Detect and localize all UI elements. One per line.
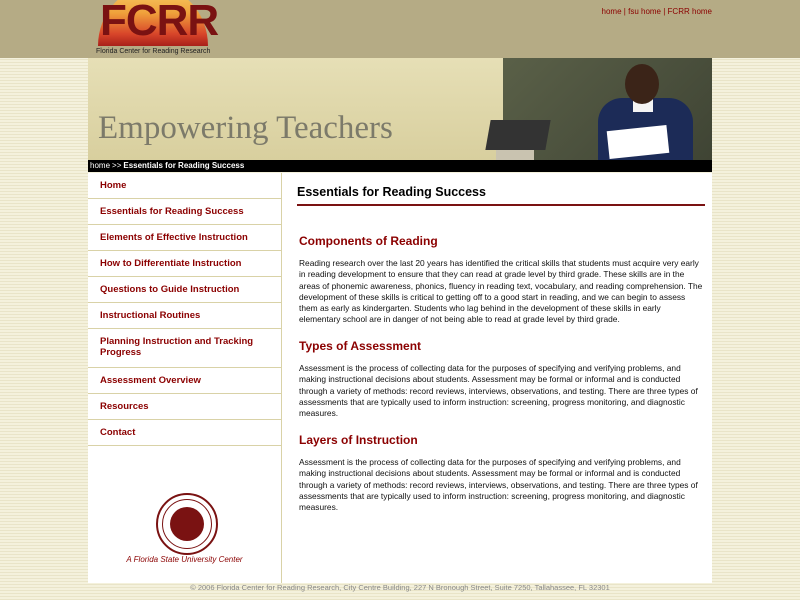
section-heading: Layers of Instruction bbox=[299, 433, 418, 447]
logo-letters: FCRR bbox=[100, 0, 219, 45]
sidebar-item-contact[interactable]: Contact bbox=[88, 420, 281, 446]
sidebar-item-home[interactable]: Home bbox=[88, 173, 281, 199]
title-divider bbox=[297, 204, 705, 206]
section-heading: Types of Assessment bbox=[299, 339, 422, 353]
footer bbox=[88, 583, 712, 600]
link-home[interactable]: home bbox=[601, 7, 622, 16]
footer-address: © 2006 Florida Center for Reading Research, City Centre Building, 227 N Bronough Street, Suite 7250, Tallahassee, FL 32301 bbox=[190, 583, 610, 592]
breadcrumb-current: Essentials for Reading Success bbox=[123, 161, 245, 170]
section-heading: Components of Reading bbox=[299, 234, 438, 248]
breadcrumb-home[interactable]: home bbox=[90, 161, 111, 170]
link-fcrr-home[interactable]: FCRR home bbox=[667, 7, 712, 16]
section-body: Assessment is the process of collecting data for the purposes of specifying and verifying problems, and making instructional decisions about students. Assessment may be formal or informal and is conducted through a variety of methods: record reviews, interviews, observations, and testing. There are three types of assessments that are typically used to inform instruction: screening, progress monitoring, and diagnostic measures. bbox=[299, 363, 698, 419]
fsu-seal-icon[interactable] bbox=[156, 493, 218, 555]
sidebar-item-questions[interactable]: Questions to Guide Instruction bbox=[88, 277, 281, 303]
main-content bbox=[282, 173, 712, 583]
sidebar-item-elements[interactable]: Elements of Effective Instruction bbox=[88, 225, 281, 251]
breadcrumb-arrow: >> bbox=[112, 161, 122, 170]
section-types bbox=[299, 339, 704, 419]
seal-center bbox=[170, 507, 204, 541]
hero-banner bbox=[88, 58, 712, 160]
sidebar-item-differentiate[interactable]: How to Differentiate Instruction bbox=[88, 251, 281, 277]
section-components bbox=[299, 234, 704, 326]
fsu-caption: A Florida State University Center bbox=[126, 555, 243, 564]
link-separator: | bbox=[623, 7, 626, 16]
teacher-head bbox=[625, 64, 659, 104]
sidebar-item-planning[interactable]: Planning Instruction and Tracking Progress bbox=[88, 329, 281, 368]
sidebar-item-resources[interactable]: Resources bbox=[88, 394, 281, 420]
fcrr-logo[interactable] bbox=[96, 0, 219, 58]
banner-title: Empowering Teachers bbox=[98, 110, 393, 146]
link-separator: | bbox=[663, 7, 666, 16]
breadcrumb bbox=[88, 160, 712, 172]
sidebar-nav bbox=[88, 173, 281, 446]
logo-tagline: Florida Center for Reading Research bbox=[96, 48, 211, 55]
section-body: Reading research over the last 20 years has identified the critical skills that students must acquire very early in reading development to ensure that they can read at grade level by third grade. These skills are in the areas of phonemic awareness, phonics, fluency in reading text, vocabulary, and reading comprehension. The development of these skills is critical to getting off to a good start in reading, and we can begin to assess them as early as kindergarten. Students who lag behind in the development of these skills in early elementary school are in danger of not being able to read at grade level by third grade. bbox=[299, 258, 703, 325]
top-links bbox=[602, 7, 712, 16]
section-layers bbox=[299, 433, 704, 513]
page-title: Essentials for Reading Success bbox=[297, 185, 486, 199]
sidebar bbox=[88, 173, 282, 583]
link-fsu-home[interactable]: fsu home bbox=[628, 7, 661, 16]
section-body: Assessment is the process of collecting data for the purposes of specifying and verifying problems, and making instructional decisions about students. Assessment may be formal or informal and is conducted through a variety of methods: record reviews, interviews, observations, and testing. There are three types of assessments that are typically used to inform instruction: screening, progress monitoring, and diagnostic measures. bbox=[299, 457, 698, 513]
laptop-image bbox=[485, 120, 550, 150]
sidebar-item-essentials[interactable]: Essentials for Reading Success bbox=[88, 199, 281, 225]
sidebar-item-routines[interactable]: Instructional Routines bbox=[88, 303, 281, 329]
sidebar-item-assessment[interactable]: Assessment Overview bbox=[88, 368, 281, 394]
top-bar bbox=[0, 0, 800, 58]
